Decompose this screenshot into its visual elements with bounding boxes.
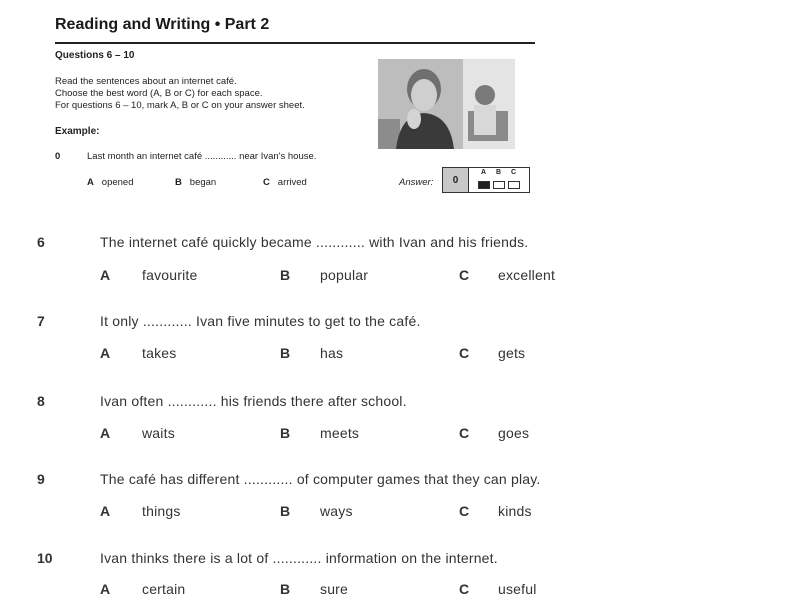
option-text-c: kinds <box>498 503 532 519</box>
question-number: 6 <box>37 234 45 250</box>
option-letter-b: B <box>280 503 291 519</box>
question-number: 9 <box>37 471 45 487</box>
option-text: began <box>189 177 217 188</box>
answer-sheet-box <box>442 167 530 193</box>
example-sentence: Last month an internet café ............ near Ivan's house. <box>87 151 317 162</box>
option-letter-b: B <box>280 345 291 361</box>
option-letter: B <box>175 177 182 188</box>
option-text-a: certain <box>142 581 186 597</box>
question-number: 8 <box>37 393 45 409</box>
option-letter-a: A <box>100 267 111 283</box>
option-text-b: popular <box>320 267 369 283</box>
answer-cell-c <box>508 181 520 189</box>
option-letter-a: A <box>100 503 111 519</box>
option-text-a: waits <box>142 425 175 441</box>
answer-letter-c: C <box>511 169 517 176</box>
option-text-a: things <box>142 503 181 519</box>
instruction-line-2: Choose the best word (A, B or C) for each space. <box>55 88 263 99</box>
answer-number: 0 <box>443 168 469 192</box>
option-letter-a: A <box>100 345 111 361</box>
questions-range: Questions 6 – 10 <box>55 50 135 61</box>
option-letter-b: B <box>280 581 291 597</box>
example-option-a <box>87 177 134 188</box>
answer-letter-b: B <box>496 169 502 176</box>
option-text-c: goes <box>498 425 530 441</box>
option-text-b: meets <box>320 425 360 441</box>
option-letter-c: C <box>459 425 470 441</box>
option-letter-c: C <box>459 503 470 519</box>
instruction-line-1: Read the sentences about an internet café. <box>55 76 237 87</box>
option-text-b: ways <box>320 503 353 519</box>
question-sentence: It only ............ Ivan five minutes to get to the café. <box>100 313 421 329</box>
option-letter-b: B <box>280 425 291 441</box>
option-text: arrived <box>277 177 307 188</box>
option-text-c: useful <box>498 581 537 597</box>
option-letter-c: C <box>459 267 470 283</box>
answer-label: Answer: <box>399 177 434 188</box>
option-letter-c: C <box>459 345 470 361</box>
answer-cell-a-filled <box>478 181 490 189</box>
option-letter-a: A <box>100 581 111 597</box>
page-title: Reading and Writing • Part 2 <box>55 16 270 33</box>
option-letter-b: B <box>280 267 291 283</box>
option-letter: C <box>263 177 270 188</box>
example-option-b <box>175 177 216 188</box>
answer-letter-a: A <box>481 169 487 176</box>
option-text-b: sure <box>320 581 349 597</box>
example-option-c <box>263 177 307 188</box>
option-text-b: has <box>320 345 344 361</box>
question-sentence: The café has different ............ of computer games that they can play. <box>100 471 541 487</box>
answer-cell-b <box>493 181 505 189</box>
option-letter: A <box>87 177 94 188</box>
example-number: 0 <box>55 151 61 162</box>
question-number: 10 <box>37 550 53 566</box>
internet-cafe-photo <box>378 59 515 149</box>
option-text-c: gets <box>498 345 526 361</box>
boy-at-computer-illustration <box>378 59 515 149</box>
question-sentence: Ivan thinks there is a lot of ............ information on the internet. <box>100 550 498 566</box>
question-sentence: The internet café quickly became ............ with Ivan and his friends. <box>100 234 529 250</box>
option-letter-a: A <box>100 425 111 441</box>
option-text-c: excellent <box>498 267 556 283</box>
instruction-line-3: For questions 6 – 10, mark A, B or C on your answer sheet. <box>55 100 305 111</box>
example-label: Example: <box>55 126 100 137</box>
question-number: 7 <box>37 313 45 329</box>
option-text: opened <box>101 177 134 188</box>
option-text-a: favourite <box>142 267 198 283</box>
title-divider <box>55 42 535 44</box>
question-sentence: Ivan often ............ his friends there after school. <box>100 393 407 409</box>
option-letter-c: C <box>459 581 470 597</box>
option-text-a: takes <box>142 345 177 361</box>
